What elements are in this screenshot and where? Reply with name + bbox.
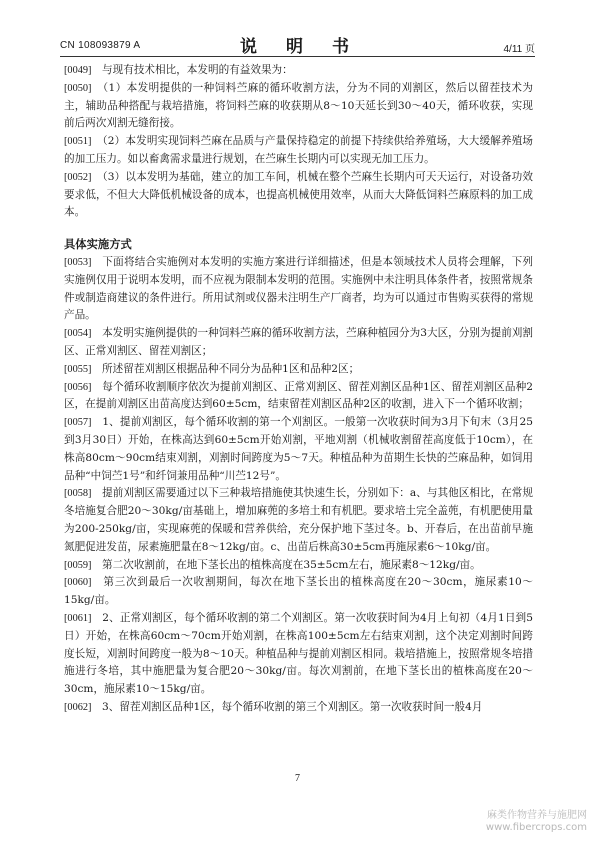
header-divider <box>60 56 535 57</box>
page-header <box>60 32 535 57</box>
paragraph <box>64 361 533 379</box>
paragraph-number: [0054] <box>64 328 92 340</box>
paragraph-text: 第二次收割前，在地下茎长出的植株高度在35±5cm左右，施尿素8～12kg/亩。 <box>102 558 481 571</box>
paragraph-number: [0060] <box>64 577 92 589</box>
paragraph-text: 3、留茬刈割区品种1区，每个循环收割的第三个刈割区。第一次收获时间一般4月 <box>102 700 483 713</box>
paragraph-number: [0056] <box>64 381 92 393</box>
paragraph <box>64 574 533 610</box>
page-number: 7 <box>295 773 300 784</box>
section-heading: 具体实施方式 <box>64 237 132 252</box>
paragraph-number: [0053] <box>64 256 92 268</box>
paragraph-text: 下面将结合实施例对本发明的实施方案进行详细描述，但是本领域技术人员将会理解，下列实施例仅用于说明本发明，而不应视为限制本发明的范围。实施例中未注明具体条件者，按照常规条件或制造商建议的条件进行。所用试剂或仪器未注明生产厂商者，均为可以通过市售购买获得的常规产品。 <box>64 255 534 322</box>
paragraph-number: [0062] <box>64 701 92 713</box>
embodiment-section <box>64 254 533 717</box>
paragraph-text: （1）本发明提供的一种饲料苎麻的循环收割方法，分为不同的刈割区，然后以留茬技术为主，辅助品种搭配与栽培措施，将饲料苎麻的收获期从8～10天延长到30～40天，循环收获，实现前后两次刈割无缝衔接。 <box>64 81 534 130</box>
paragraph <box>64 485 533 556</box>
paragraph-number: [0052] <box>64 171 92 183</box>
paragraph-text: （2）本发明实现饲料苎麻在品质与产量保持稳定的前提下持续供给养殖场，大大缓解养殖场的加工压力。如以畜禽需求量进行规划，在苎麻生长期内可以实现无加工压力。 <box>64 135 534 165</box>
paragraph <box>64 379 533 415</box>
patent-number: CN 108093879 A <box>60 40 141 51</box>
paragraph <box>64 610 533 699</box>
paragraph-text: 第三次到最后一次收割期间，每次在地下茎长出的植株高度在20～30cm，施尿素10～15kg/亩。 <box>64 576 534 607</box>
paragraph-text: 所述留茬刈割区根据品种不同分为品种1区和品种2区； <box>102 362 360 375</box>
paragraph-text: 2、正常刈割区，每个循环收割的第二个刈割区。第一次收获时间为4月上旬初（4月1日到5日）开始，在株高60cm～70cm开始刈割，在株高100±5cm左右结束刈割，这个决定刈割时间跨度长短，刈割时间跨度一般为8～10天。种植品种与提前刈割区相同。栽培措施上，按照常规冬培措施进行冬培，其中施肥量为复合肥20～30kg/亩。每次刈割前，在地下茎长出的植株高度在20～30cm，施尿素10～15kg/亩。 <box>64 611 533 696</box>
watermark-title: 麻类作物营养与施肥网 <box>487 810 587 821</box>
paragraph-text: 本发明实施例提供的一种饲料苎麻的循环收割方法，苎麻种植园分为3大区，分别为提前刈割区、正常刈割区、留茬刈割区； <box>64 327 533 357</box>
paragraph <box>64 325 533 361</box>
paragraph <box>64 557 533 575</box>
paragraph-number: [0051] <box>64 136 92 148</box>
paragraph-text: 1、提前刈割区，每个循环收割的第一个刈割区。一般第一次收获时间为3月下旬末（3月25到3月30日）开始，在株高达到60±5cm开始刈割，平地刈割（机械收割留茬高度低于10cm），在株高80cm～90cm结束刈割，刈割时间跨度为5～7天。种植品种为苗期生长快的苎麻品种，如饲用品种“中饲苎1号”和纤饲兼用品种“川苎12号”。 <box>64 416 534 482</box>
document-title: 说 明 书 <box>240 37 355 57</box>
paragraph-number: [0057] <box>64 417 92 429</box>
paragraph-text: （3）以本发明为基础，建立的加工车间，机械在整个苎麻生长期内可天天运行，对设备功效要求低，不但大大降低机械设备的成本，也提高机械使用效率，从而大大降低饲料苎麻原料的加工成本。 <box>64 170 534 219</box>
paragraph-number: [0059] <box>64 559 92 571</box>
paragraph-number: [0058] <box>64 488 92 500</box>
watermark-url: www.fibercrops.com <box>485 822 587 833</box>
paragraph <box>64 133 533 169</box>
paragraph <box>64 254 533 325</box>
document-body <box>64 62 533 717</box>
paragraph-number: [0061] <box>64 612 92 624</box>
paragraph-number: [0050] <box>64 82 92 94</box>
paragraph <box>64 699 533 717</box>
paragraph-text: 提前刈割区需要通过以下三种栽培措施使其快速生长，分别如下：a、与其他区相比，在常规冬培施复合肥20～30kg/亩基础上，增加麻蔸的多培土和有机肥。要求培土完全盖蔸，有机肥使用量为200-250kg/亩，实现麻蔸的保暖和营养供给，充分保护地下茎过冬。b、开春后，在出苗前早施氮肥促进发苗，尿素施肥量在8～12kg/亩。c、出苗后株高30±5cm再施尿素6～10kg/亩。 <box>64 487 534 553</box>
paragraph-number: [0055] <box>64 363 92 375</box>
paragraph <box>64 80 533 133</box>
benefits-section <box>64 62 533 222</box>
paragraph <box>64 169 533 222</box>
site-watermark <box>486 810 587 834</box>
paragraph-text: 与现有技术相比，本发明的有益效果为： <box>102 64 293 76</box>
paragraph <box>64 414 533 485</box>
page-reference: 4/11 页 <box>503 44 535 55</box>
paragraph <box>64 62 533 80</box>
paragraph-number: [0049] <box>64 65 92 76</box>
paragraph-text: 每个循环收割顺序依次为提前刈割区、正常刈割区、留茬刈割区品种1区、留茬刈割区品种2区，在提前刈割区出苗高度达到60±5cm，结束留茬刈割区品种2区的收割，进入下一个循环收割； <box>64 380 534 411</box>
